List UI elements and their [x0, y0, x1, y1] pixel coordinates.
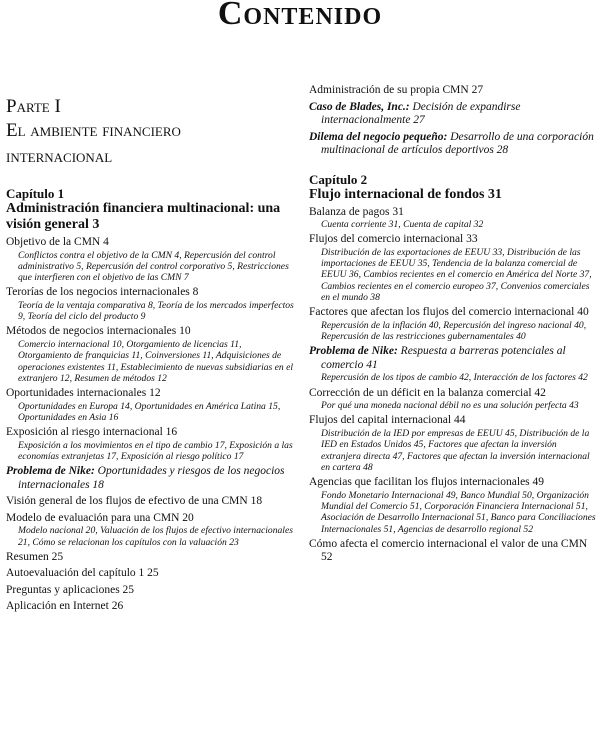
- right-column: [309, 84, 597, 565]
- toc-entry: Factores que afectan los flujos del comercio internacional 40: [309, 306, 589, 319]
- toc-entry-text: Respuesta a barreras potenciales al comercio 41: [321, 345, 566, 371]
- toc-entry: Resumen 25: [6, 550, 64, 563]
- toc-entry: Agencias que facilitan los flujos internacionales 49: [309, 476, 545, 489]
- right-top-entries: [309, 84, 597, 158]
- toc-entry: [309, 131, 597, 158]
- toc-entry: Métodos de negocios internacionales 10: [6, 325, 191, 338]
- toc-entry: Corrección de un déficit en la balanza comercial 42: [309, 386, 546, 399]
- toc-entry: Exposición al riesgo internacional 16: [6, 426, 178, 439]
- toc-entry-text: Decisión de expandirse internacionalmente 27: [321, 100, 521, 126]
- left-column: [6, 84, 296, 614]
- toc-subentry: Oportunidades en Europa 14, Oportunidades en América Latina 15, Oportunidades en Asia 16: [18, 400, 281, 423]
- toc-entry: Cómo afecta el comercio internacional el valor de una CMN 52: [309, 537, 588, 564]
- toc-entry: Visión general de los flujos de efectivo de una CMN 18: [6, 495, 263, 508]
- toc-entry: Modelo de evaluación para una CMN 20: [6, 511, 194, 524]
- toc-subentry: Conflictos contra el objetivo de la CMN 4, Repercusión del control administrativo 5, Repercusión del control corporativo 5, Restricciones que interfieren con el objetivo de las CMN 7: [18, 249, 289, 284]
- toc-entry: [309, 101, 597, 128]
- part-title: El ambiente financiero internacional: [6, 120, 181, 167]
- toc-subentry: Por qué una moneda nacional débil no es una solución perfecta 43: [321, 400, 579, 412]
- page-title: Contenido: [217, 0, 383, 32]
- toc-entry: Aplicación en Internet 26: [6, 600, 124, 613]
- toc-subentry: Repercusión de los tipos de cambio 42, Interacción de los factores 42: [321, 372, 588, 384]
- toc-entry: Objetivo de la CMN 4: [6, 236, 109, 248]
- toc-entry-lead: Problema de Nike:: [6, 465, 95, 478]
- toc-entry-text: Desarrollo de una corporación multinacional de artículos deportivos 28: [321, 130, 594, 156]
- toc-subentry: Teoría de la ventaja comparativa 8, Teoría de los mercados imperfectos 9, Teoría del ciclo del producto 9: [18, 299, 294, 323]
- toc-entry: Oportunidades internacionales 12: [6, 387, 161, 400]
- chapter-title: Administración financiera multinacional: una visión general 3: [6, 201, 281, 232]
- toc-entry-lead: Caso de Blades, Inc.:: [309, 100, 410, 113]
- toc-subentry: Cuenta corriente 31, Cuenta de capital 32: [321, 219, 484, 230]
- toc-entry: Flujos del capital internacional 44: [309, 414, 466, 427]
- toc-entry: Preguntas y aplicaciones 25: [6, 583, 135, 596]
- toc-entry: Balanza de pagos 31: [309, 205, 404, 218]
- toc-subentry: Fondo Monetario Internacional 49, Banco Mundial 50, Organización Mundial del Comercio 51, Corporación Financiera Internacional 51, Asociación de Desarrollo Internacional 51, Banco para Conciliaciones Internacionales 51, Agencias de desarrollo regional 52: [321, 489, 596, 535]
- toc-entry-text: Oportunidades y riesgos de los negocios internacionales 18: [18, 465, 285, 491]
- toc-entry: Autoevaluación del capítulo 1 25: [6, 567, 159, 580]
- toc-entry-lead: Problema de Nike:: [309, 345, 398, 358]
- toc-subentry: Comercio internacional 10, Otorgamiento de licencias 11, Otorgamiento de franquicias 11, Coinversiones 11, Adquisiciones de operaciones existentes 11, Establecimiento de nuevas subsidiarias en el extranjero 12, Resumen de métodos 12: [18, 338, 294, 384]
- left-entries: [6, 236, 296, 614]
- chapter-label: Capítulo 2: [309, 171, 368, 187]
- toc-entry-lead: Dilema del negocio pequeño:: [309, 130, 448, 143]
- toc-subentry: Exposición a los movimientos en el tipo de cambio 17, Exposición a las economías extranjetas 17, Exposición al riesgo político 17: [18, 439, 293, 463]
- toc-entry: Administración de su propia CMN 27: [309, 84, 484, 96]
- toc-subentry: Distribución de la IED por empresas de EEUU 45, Distribución de la IED en Estados Unidos 45, Factores que afectan la inversión extranjera directa 47, Factores que afectan la inversión internacional en cartera 48: [321, 427, 590, 473]
- toc-subentry: Modelo nacional 20, Valuación de los flujos de efectivo internacionales 21, Cómo se relacionan los capítulos con la valuación 23: [18, 525, 293, 548]
- toc-entry: [6, 465, 296, 492]
- part-label: Parte I: [6, 96, 61, 117]
- toc-entry: [309, 345, 597, 372]
- toc-entry: Terorías de los negocios internacionales 8: [6, 286, 199, 299]
- toc-subentry: Distribución de las exportaciones de EEUU 33, Distribución de las importaciones de EEUU 35, Tendencia de la balanza comercial de EEUU 36, Cambios recientes en el comercio en América del Norte 37, Cambios recientes en el comercio europeo 37, Convenios comerciales en el mundo 38: [321, 246, 592, 303]
- chapter-label: Capítulo 1: [6, 186, 65, 201]
- right-entries: [309, 206, 597, 565]
- chapter-title: Flujo internacional de fondos 31: [309, 186, 502, 202]
- toc-entry: Flujos del comercio internacional 33: [309, 233, 478, 246]
- toc-subentry: Repercusión de la inflación 40, Repercusión del ingreso nacional 40, Repercusión de las restricciones gubernamentales 40: [321, 319, 587, 343]
